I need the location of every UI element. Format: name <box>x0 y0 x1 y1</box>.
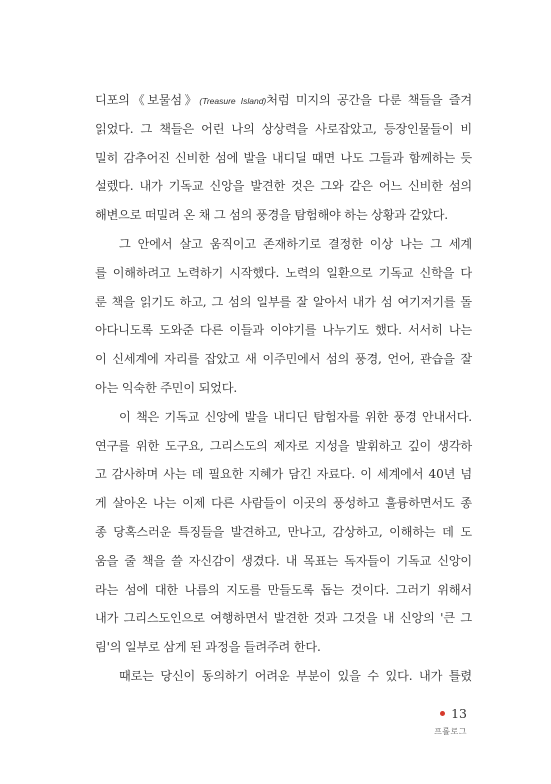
text-line-15: 게 살아온 나는 이제 다른 사람들이 이곳의 풍성하고 훌륭하면서도 종 <box>95 496 472 511</box>
text-line-3: 밀히 감추어진 신비한 섬에 발을 내디딜 때면 나도 그들과 함께하는 듯 <box>95 150 472 165</box>
text-line-12: 이 책은 기독교 신앙에 발을 내디딘 탐험자를 위한 풍경 안내서다. <box>119 409 472 424</box>
italic-english-title: (Treasure Island) <box>199 96 267 106</box>
text-line-1-post: 처럼 미지의 공간을 다룬 책들을 즐겨 <box>266 93 472 107</box>
text-line-4: 설렜다. 내가 기독교 신앙을 발견한 것은 그와 같은 어느 신비한 섬의 <box>95 179 472 194</box>
page-number: 13 <box>451 706 467 721</box>
text-line-19: 내가 그리스도인으로 여행하면서 발견한 것과 그것을 내 신앙의 '큰 그 <box>95 611 472 626</box>
text-line-2: 읽었다. 그 책들은 어린 나의 상상력을 사로잡았고, 등장인물들이 비 <box>95 121 472 136</box>
text-line-1-pre: 디포의《보물섬》 <box>95 93 200 107</box>
text-line-8: 룬 책을 읽기도 하고, 그 섬의 일부를 잘 알아서 내가 섬 여기저기를 돌 <box>95 294 472 309</box>
body-text <box>95 86 472 691</box>
text-line-13: 연구를 위한 도구요, 그리스도의 제자로 지성을 발휘하고 깊이 생각하 <box>95 438 472 453</box>
text-line-16: 종 당혹스러운 특징들을 발견하고, 만나고, 감상하고, 이해하는 데 도 <box>95 524 472 539</box>
text-line-6: 그 안에서 살고 움직이고 존재하기로 결정한 이상 나는 그 세계 <box>119 236 472 251</box>
text-line-5: 해변으로 떠밀려 온 채 그 섬의 풍경을 탐험해야 하는 상황과 같았다. <box>95 208 448 223</box>
text-line-21: 때로는 당신이 동의하기 어려운 부분이 있을 수 있다. 내가 틀렸 <box>119 668 472 683</box>
text-line-1 <box>95 86 472 115</box>
text-line-17: 움을 줄 책을 쓸 자신감이 생겼다. 내 목표는 독자들이 기독교 신앙이 <box>95 553 472 568</box>
text-line-14: 고 감사하며 사는 데 필요한 지혜가 담긴 자료다. 이 세계에서 40년 넘 <box>95 467 472 482</box>
bullet-dot-icon <box>440 711 445 716</box>
section-name: 프롤로그 <box>434 727 467 736</box>
text-line-20: 림'의 일부로 삼게 된 과정을 들려주려 한다. <box>95 640 321 655</box>
text-line-18: 라는 섬에 대한 나름의 지도를 만들도록 돕는 것이다. 그러기 위해서 <box>95 582 472 597</box>
page-number-block <box>440 706 467 721</box>
text-line-11: 아는 익숙한 주민이 되었다. <box>95 380 238 395</box>
text-line-10: 이 신세계에 자리를 잡았고 새 이주민에서 섬의 풍경, 언어, 관습을 잘 <box>95 352 472 367</box>
text-line-9: 아다니도록 도와준 다른 이들과 이야기를 나누기도 했다. 서서히 나는 <box>95 323 472 338</box>
text-line-7: 를 이해하려고 노력하기 시작했다. 노력의 일환으로 기독교 신학을 다 <box>95 265 472 280</box>
